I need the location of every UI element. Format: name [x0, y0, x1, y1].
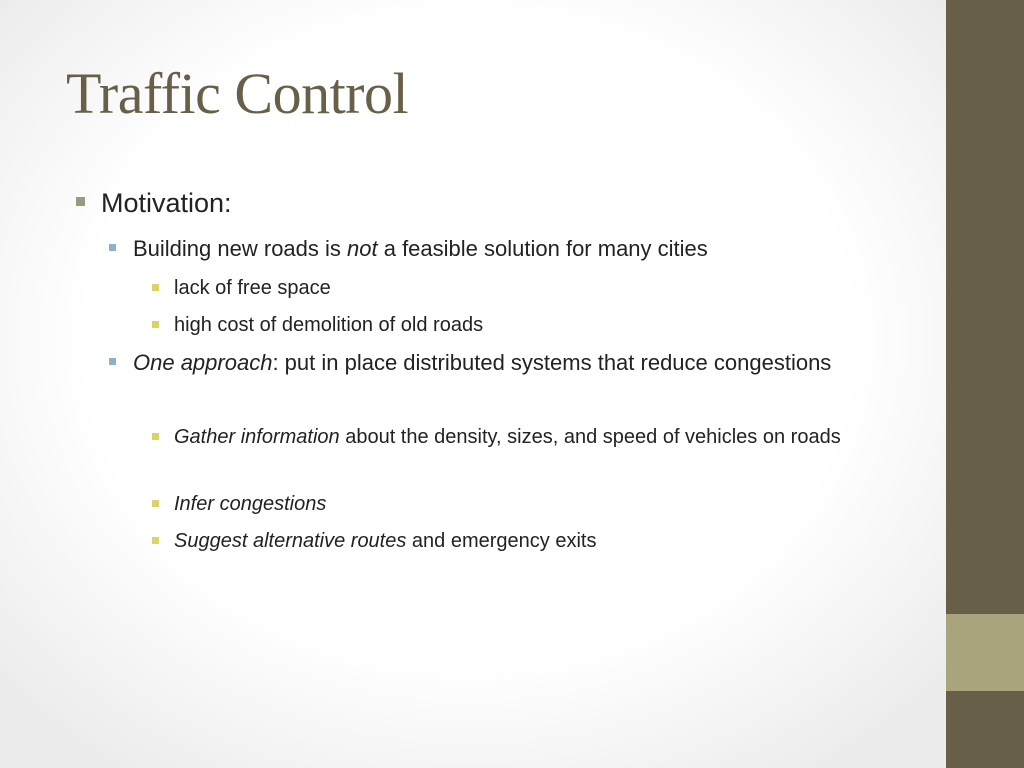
bullet-text: high cost of demolition of old roads	[174, 314, 484, 336]
bullet-emphasis: Infer congestions	[174, 493, 327, 515]
square-bullet-icon	[76, 197, 85, 206]
square-bullet-icon	[109, 244, 116, 251]
bullet-text: about the density, sizes, and speed of vehicles on roads	[339, 426, 841, 448]
bullet-text: a feasible solution for many cities	[377, 236, 708, 261]
square-bullet-icon	[152, 321, 159, 328]
bullet-text: lack of free space	[174, 277, 331, 299]
square-bullet-icon	[109, 358, 116, 365]
bullet-lack-of-free-space	[174, 273, 909, 303]
bullet-gather-information	[174, 422, 909, 452]
bullet-emphasis: Suggest alternative routes	[174, 530, 407, 552]
bullet-infer-congestions	[174, 489, 909, 519]
square-bullet-icon	[152, 433, 159, 440]
bullet-text: Motivation:	[101, 188, 232, 218]
bullet-emphasis: One approach	[133, 350, 273, 375]
bullet-high-cost-demolition	[174, 310, 909, 340]
decorative-side-accent	[946, 614, 1024, 691]
bullet-text: and emergency exits	[406, 530, 597, 552]
square-bullet-icon	[152, 284, 159, 291]
bullet-motivation	[101, 186, 232, 220]
bullet-text: Building new roads is	[133, 236, 348, 261]
square-bullet-icon	[152, 537, 159, 544]
slide-title: Traffic Control	[66, 61, 409, 126]
bullet-building-new-roads	[133, 235, 833, 263]
square-bullet-icon	[152, 500, 159, 507]
bullet-suggest-alternative-routes	[174, 526, 909, 556]
bullet-text: : put in place distributed systems that reduce congestions	[272, 350, 832, 375]
bullet-one-approach	[133, 349, 833, 377]
bullet-emphasis: Gather information	[174, 426, 340, 448]
bullet-emphasis: not	[347, 236, 378, 261]
